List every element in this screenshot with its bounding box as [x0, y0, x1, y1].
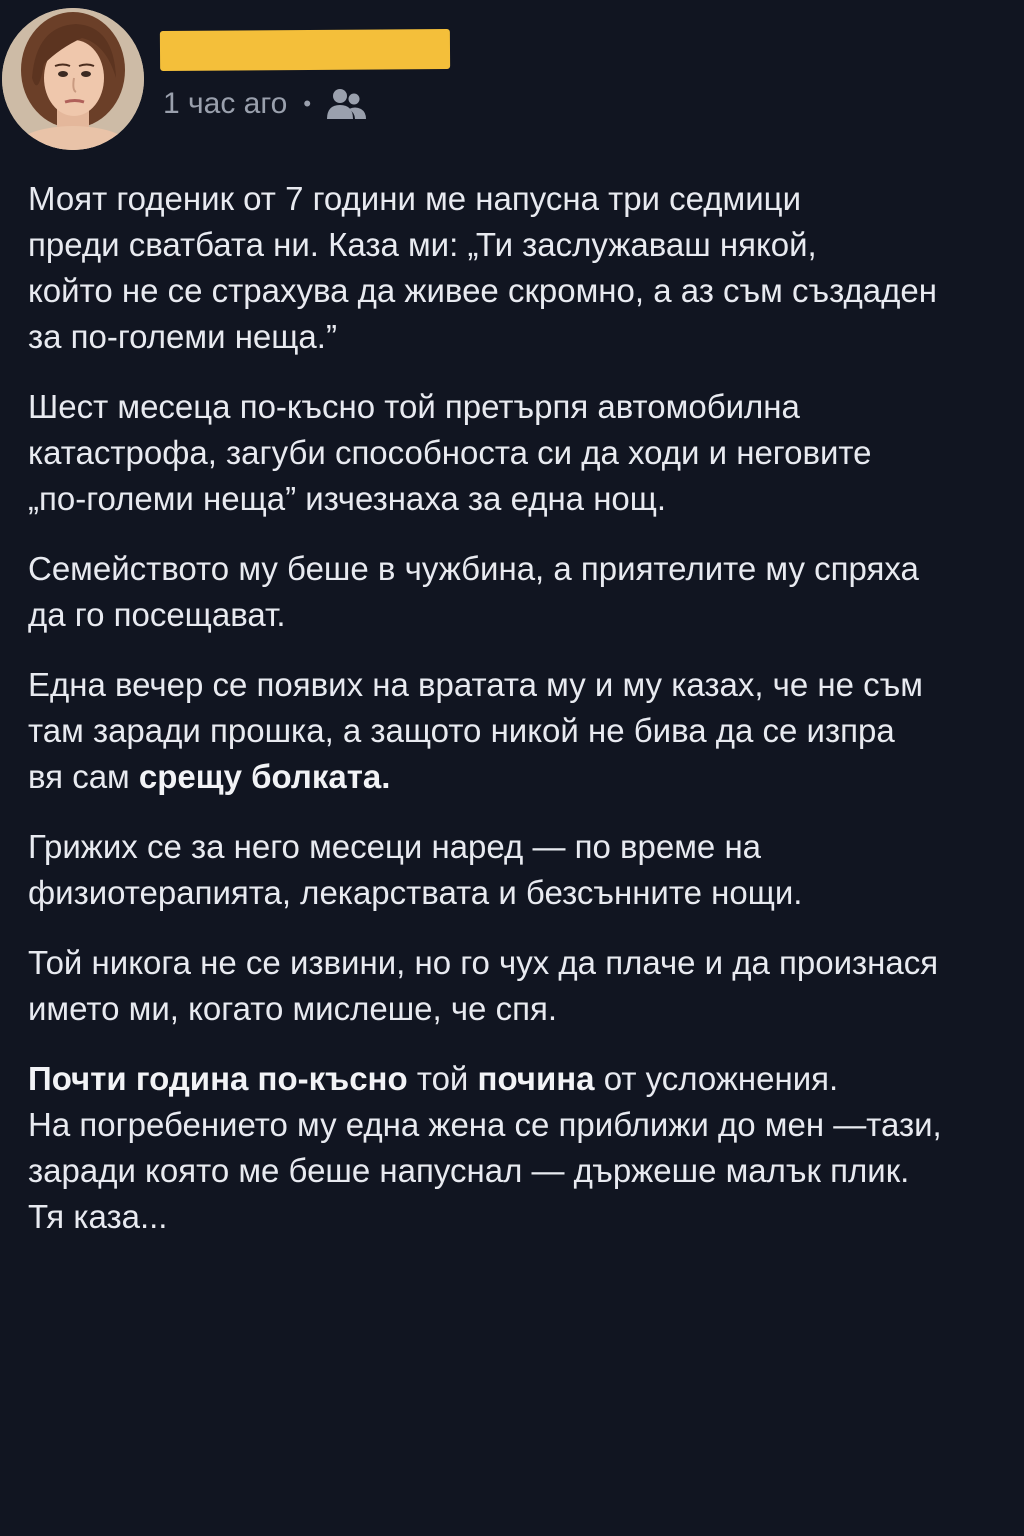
post-meta — [163, 84, 367, 124]
post-paragraph: Семейството му беше в чужбина, а приятелите му спряха да го посещават. — [28, 550, 919, 633]
post-paragraph — [28, 1056, 1024, 1240]
post-paragraph — [28, 662, 1024, 800]
avatar-portrait-image — [2, 8, 144, 150]
post-body — [28, 176, 1024, 1264]
bold-phrase: Почти година по-късно — [28, 1060, 408, 1097]
author-name-redaction — [160, 29, 450, 71]
meta-separator: • — [303, 91, 312, 116]
paragraph-text: той — [407, 1060, 478, 1097]
bold-phrase: срещу болката. — [138, 758, 391, 795]
post-paragraph: Шест месеца по-късно той претърпя автомобилна катастрофа, загуби способноста си да ходи и неговите „по-големи неща” изчезнаха за една нощ. — [28, 388, 872, 517]
paragraph-text: от усложнения. На погребението му една жена се приближи до мен —тази, заради която ме беше напуснал — държеше малък плик. Тя каза... — [28, 1060, 942, 1235]
post-paragraph: Моят годеник от 7 години ме напусна три седмици преди сватбата ни. Каза ми: „Ти заслужаваш някой, който не се страхува да живее скромно, а аз съм създаден за по-големи неща.” — [28, 180, 937, 355]
paragraph-text: Една вечер се появих на вратата му и му казах, че не съм там заради прошка, а защото никой не бива да се изпра вя сам — [28, 666, 923, 795]
friends-icon[interactable] — [325, 87, 367, 121]
post-time[interactable]: 1 час аго — [163, 87, 288, 120]
avatar[interactable] — [2, 8, 144, 150]
post-paragraph: Той никога не се извини, но го чух да плаче и да произнася името ми, когато мислеше, че спя. — [28, 944, 939, 1027]
bold-phrase: почина — [477, 1060, 595, 1097]
post-header — [0, 0, 1024, 170]
post-paragraph: Грижих се за него месеци наред — по време на физиотерапията, лекарствата и безсънните нощи. — [28, 828, 803, 911]
